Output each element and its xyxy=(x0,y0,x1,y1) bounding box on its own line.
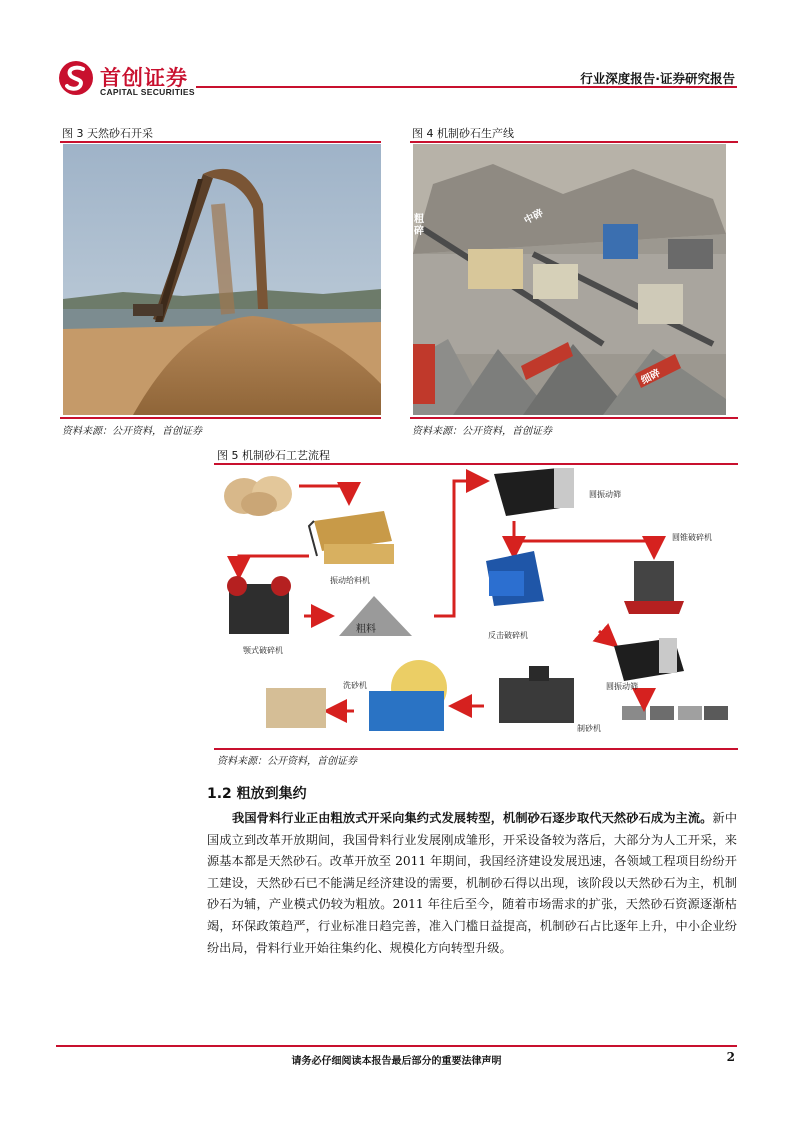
vibrating-screen-1-image xyxy=(494,468,574,516)
vibrating-feeder-image xyxy=(309,511,394,564)
process-flow-diagram xyxy=(214,466,738,746)
brand-name-cn: 首创证券 xyxy=(100,66,188,90)
figure-5-rule xyxy=(214,463,738,465)
figure-5-source: 资料来源：公开资料，首创证券 xyxy=(217,756,357,767)
footer-rule xyxy=(56,1045,737,1047)
raw-stone-image xyxy=(224,476,292,516)
label-sand-washer: 洗砂机 xyxy=(343,681,367,690)
figure-3-source: 资料来源：公开资料，首创证券 xyxy=(62,426,202,437)
medium-crush-tag: 中碎 xyxy=(522,207,546,227)
coarse-crush-tag: 粗碎 xyxy=(414,214,424,237)
figure-3-title: 图 3 天然砂石开采 xyxy=(62,127,153,140)
vibrating-screen-2-image xyxy=(614,638,684,681)
legal-notice: 请务必仔细阅读本报告最后部分的重要法律声明 xyxy=(291,1056,502,1067)
label-vibrating-screen-2: 圆振动筛 xyxy=(606,682,638,691)
figure-4-title: 图 4 机制砂石生产线 xyxy=(412,127,514,140)
label-impact-crusher: 反击破碎机 xyxy=(488,631,528,640)
label-cone-crusher: 圆锥破碎机 xyxy=(672,533,712,542)
figure-4-bottom-rule xyxy=(410,417,738,419)
section-heading: 1.2 粗放到集约 xyxy=(207,786,307,802)
jaw-crusher-image xyxy=(227,576,291,634)
label-vibrating-screen-1: 圆振动筛 xyxy=(589,490,621,499)
page-number: 2 xyxy=(726,1050,735,1064)
label-jaw-crusher: 颚式破碎机 xyxy=(243,646,283,655)
figure-3-bottom-rule xyxy=(60,417,381,419)
header-rule xyxy=(196,86,737,88)
report-type: 行业深度报告·证券研究报告 xyxy=(580,71,735,86)
final-sand-image xyxy=(266,688,326,728)
cone-crusher-image xyxy=(624,561,684,614)
section-paragraph xyxy=(207,808,737,959)
figure-3-rule xyxy=(60,141,381,143)
figure-4-rule xyxy=(410,141,738,143)
figure-5-bottom-rule xyxy=(214,748,738,750)
paragraph-lead: 我国骨料行业正由粗放式开采向集约式发展转型，机制砂石逐步取代天然砂石成为主流。 xyxy=(232,811,713,825)
label-sand-making-machine: 制砂机 xyxy=(577,724,601,733)
sand-production-line-photo xyxy=(413,144,726,415)
fine-crush-tag: 细碎 xyxy=(639,367,663,387)
impact-crusher-image xyxy=(486,551,544,606)
sand-washer-image xyxy=(369,660,447,731)
figure-4-source: 资料来源：公开资料，首创证券 xyxy=(412,426,552,437)
paragraph-body: 新中国成立到改革开放期间，我国骨料行业发展刚成雏形，开采设备较为落后，大部分为人工开采，来源基本都是天然砂石。改革开放至 2011 年期间，我国经济建设发展迅速，各领域工程项目纷纷开工建设，天然砂石已不能满足经济建设的需要，机制砂石得以出现，该阶段以天然砂石为主，机制砂石为辅，产业模式仍较为粗放。2011 年往后至今，随着市场需求的扩张，天然砂石资源逐渐枯竭，环保政策趋严，行业标准日趋完善，准入门槛日益提高，机制砂石占比逐年上升，中小企业纷纷出局，骨料行业开始往集约化、规模化方向转型升级。 xyxy=(207,811,738,955)
label-vibrating-feeder: 振动给料机 xyxy=(330,576,370,585)
natural-sand-mining-photo xyxy=(63,144,381,415)
brand-name-en: CAPITAL SECURITIES xyxy=(100,87,195,97)
figure-5-title: 图 5 机制砂石工艺流程 xyxy=(217,449,330,462)
capital-securities-logo xyxy=(58,60,94,96)
label-coarse-material: 粗料 xyxy=(356,624,376,635)
sand-making-machine-image xyxy=(499,666,574,723)
